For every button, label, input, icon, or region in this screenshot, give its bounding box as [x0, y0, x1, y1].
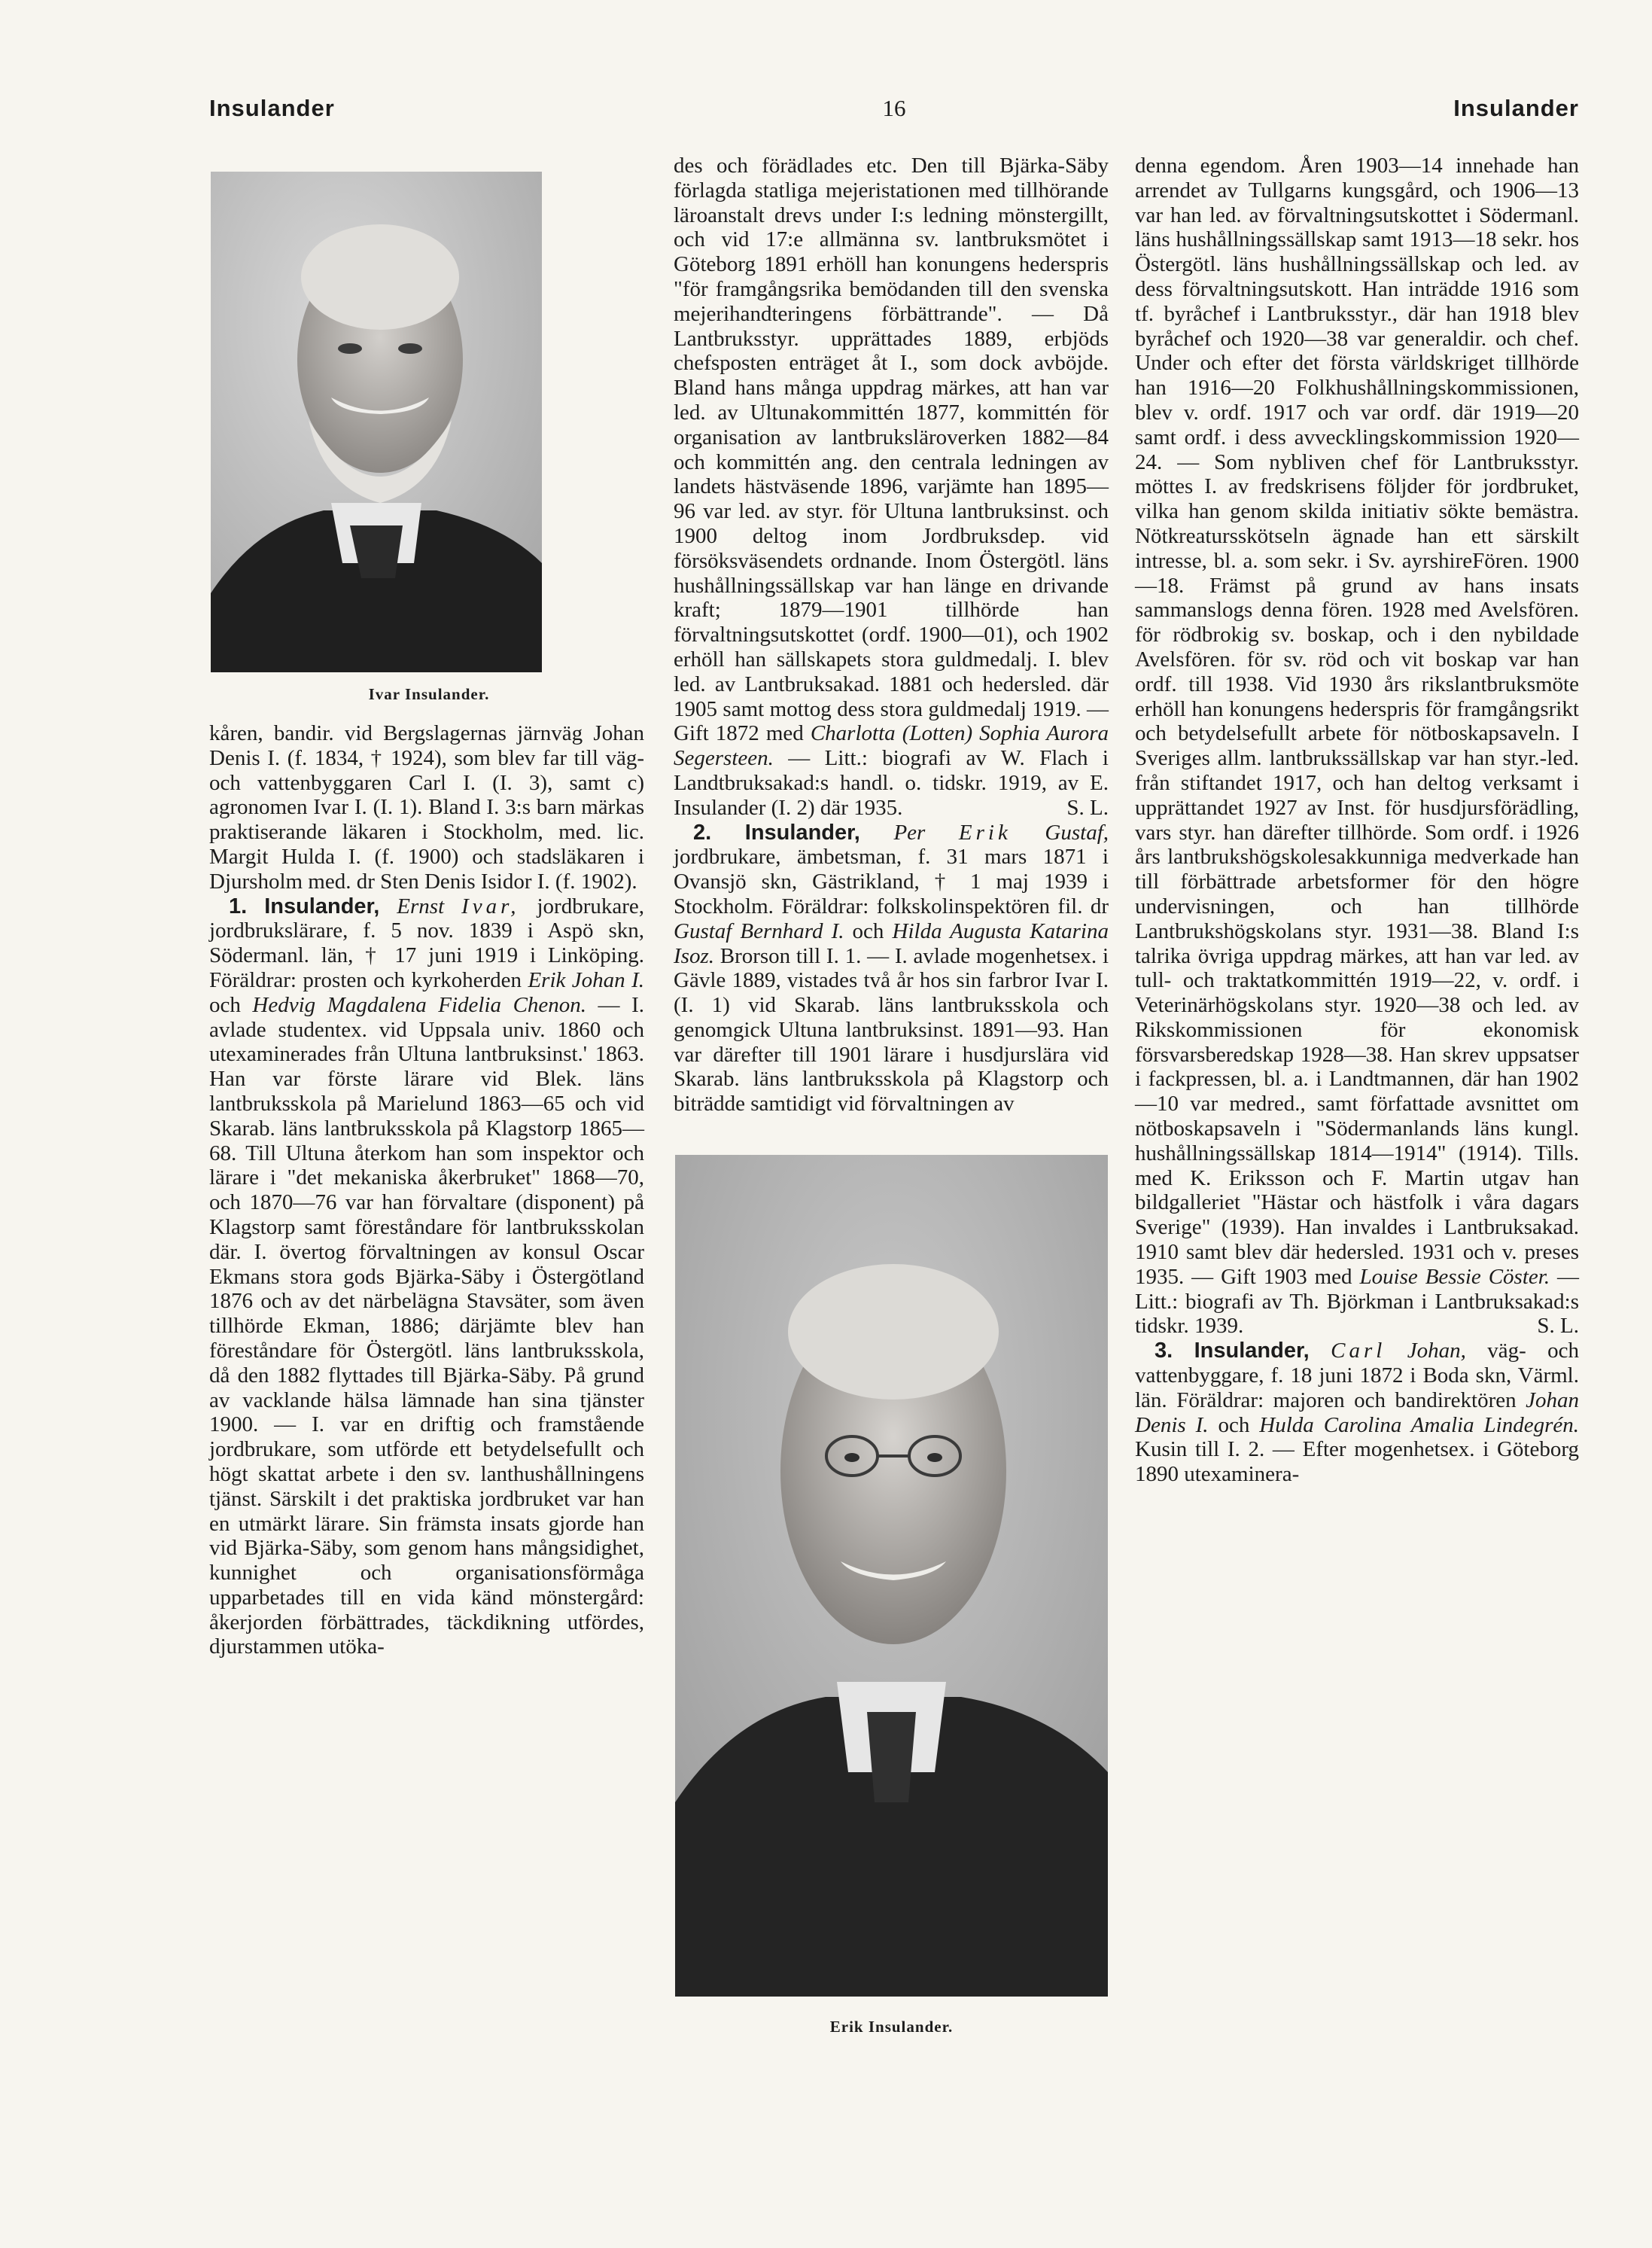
entry-3-text-b: och: [1208, 1412, 1260, 1437]
entry-2-surname: Insulander,: [744, 820, 860, 845]
entry-1-surname: Insulander,: [264, 894, 380, 918]
col2-text-b: — Litt.: biografi av W. Flach i Landtbruksakad:s handl. o. tidskr. 1919, av E. Insulander (I. 2) där 1935.: [674, 746, 1109, 820]
entry-1-spouse: Charlotta (Lotten) Sophia Aurora Segersteen.: [674, 721, 1109, 771]
signature-1: S. L.: [1066, 795, 1109, 820]
col3-text-b: — Litt.: biografi av Th. Björkman i Lantbruksakad:s tidskr. 1939.: [1135, 1264, 1580, 1339]
entry-1-father: Erik Johan I.: [528, 967, 644, 992]
entry-1-given-first: Ernst: [397, 894, 445, 918]
header-right-name: Insulander: [1453, 95, 1579, 121]
entry-2-given-first: Per: [893, 820, 926, 845]
entry-1-continuation: [674, 154, 1109, 821]
entry-1-mother: Hedvig Magdalena Fidelia Chenon.: [252, 992, 587, 1017]
entry-2-spouse: Louise Bessie Cöster.: [1359, 1264, 1550, 1289]
entry-2-continuation: [1135, 154, 1579, 1339]
col2-text-a: des och förädlades etc. Den till Bjärka-Säby förlagda statliga mejeristationen med tillhörande läroanstalt drevs under I:s ledning mönstergillt, och vid 17:e allmänna sv. lantbruksmötet i Göteborg 1891 erhöll han konungens hederspris "för framgångsrika bemödanden till den svenska mejerihandteringens förbättrande". — Då Lantbruksstyr. upprättades 1889, erbjöds chefsposten enträget åt I., som dock avböjde. Bland hans många uppdrag märkes, att han var led. av Ultunakommittén 1877, kommittén för organisation av lantbruksläroverken 1882—84 och kommittén ang. den centrala ledningen av landets hästväsende 1896, varjämte han 1895—96 var led. av styr. för Ultuna lantbruksinst. och 1900 deltog inom Jordbruksdep. vid försöksväsendets ordnande. Inom Östergötl. läns hushållningssällskap var han länge en drivande kraft; 1879—1901 tillhörde han förvaltningsutskottet (ordf. 1900—01), och 1902 erhöll han sällskapets stora guldmedalj. I. blev led. av Lantbruksakad. 1881 och hedersled. där 1905 samt mottog dess stora guldmedalj 1919. — Gift 1872 med: [674, 154, 1109, 746]
intro-paragraph: kåren, bandir. vid Bergslagernas järnväg Johan Denis I. (f. 1834, † 1924), som blev far till väg- och vattenbyggaren Carl I. (I. 3), samt c) agronomen Ivar I. (I. 1). Bland I. 3:s barn märkas praktiserande läkaren i Stockholm, med. lic. Margit Hulda I. (f. 1900) och stadsläkaren i Djursholm med. dr Sten Denis Isidor I. (f. 1902).: [209, 721, 644, 894]
entry-2-erik: [674, 821, 1109, 1117]
running-header: [209, 95, 1579, 133]
entry-1-text-a: jordbrukare, jordbrukslärare, f. 5 nov. 1839 i Aspö skn, Södermanl. län, † 17 juni 1919 i Linköping. Föräldrar: prosten och kyrkoherden: [209, 894, 645, 992]
entry-3-father: Johan Denis I.: [1135, 1387, 1579, 1437]
portrait-erik-image: [675, 1155, 1108, 1997]
entry-1-text-b: och: [209, 992, 253, 1017]
entry-2-given-last: Gustaf,: [1045, 820, 1109, 845]
entry-1-text-c: — I. avlade studentex. vid Uppsala univ. 1860 och utexaminerades från Ultuna lantbruksinst.' 1863. Han var förste lärare vid Blek. läns lantbruksskola på Marielund 1863—65 och vid Skarab. läns lantbruksskola på Klagstorp 1865—68. Till Ultuna återkom han som inspektor och lärare i "det mekaniska åkerbruket" 1868—70, och 1870—76 var han förvaltare (disponent) på Klagstorp samt föreståndare för lantbruksskolan där. I. övertog förvaltningen av konsul Oscar Ekmans stora gods Bjärka-Säby i Östergötland 1876 och av det närbelägna Stavsäter, som även tillhörde Ekman, 1886; därjämte blev han föreståndare för Östergötl. läns lantbruksskola, då den 1882 flyttades till Bjärka-Säby. På grund av vacklande hälsa lämnade han sina tjänster 1900. — I. var en driftig och framstående jordbrukare, som utförde ett betydelsefullt och högt skattat arbete i den sv. lanthushållningens tjänst. Särskilt i det praktiska jordbruket var han en utmärkt lärare. Sin främsta insats gjorde han vid Bjärka-Säby, som genom hans mångsidighet, kunnighet och organisationsförmåga upparbetades till en vida känd mönstergård: åkerjorden förbättrades, täckdikning utfördes, djurstammen utöka-: [209, 992, 644, 1659]
entry-1-ivar: [209, 894, 644, 1660]
portrait-ivar-image: [211, 172, 542, 672]
entry-3-given-call: Carl: [1331, 1339, 1386, 1363]
text-column-1: [209, 721, 644, 1659]
entry-3-number: 3.: [1155, 1339, 1173, 1363]
entry-3-carl: [1135, 1339, 1579, 1487]
entry-2-text-b: och: [844, 918, 893, 943]
header-left-name: Insulander: [209, 95, 335, 121]
entry-2-number: 2.: [693, 820, 712, 845]
entry-3-text-c: Kusin till I. 2. — Efter mogenhetsex. i Göteborg 1890 utexaminera-: [1135, 1437, 1579, 1487]
caption-ivar: Ivar Insulander.: [368, 685, 490, 703]
portrait-photo-erik: [675, 1155, 1108, 1997]
entry-2-father: Gustaf Bernhard I.: [674, 918, 844, 943]
caption-erik: Erik Insulander.: [829, 2018, 954, 2036]
entry-1-number: 1.: [229, 894, 248, 918]
text-column-2: [674, 154, 1109, 1116]
entry-2-text-a: jordbrukare, ämbetsman, f. 31 mars 1871 i Ovansjö skn, Gästrikland, † 1 maj 1939 i Stockholm. Föräldrar: folkskolinspektören fil. dr: [674, 845, 1109, 918]
entry-1-given-call: Ivar,: [461, 894, 520, 918]
col3-text-a: denna egendom. Åren 1903—14 innehade han arrendet av Tullgarns kungsgård, och 1906—13 var han led. av förvaltningsutskottet i Södermanl. läns hushållningssällskap samt 1913—18 sekr. hos Östergötl. läns hushållningssällskap och led. av dess förvaltningsutskott. Han inträdde 1916 som tf. byråchef i Lantbruksstyr., där han 1918 blev byråchef och 1920—38 var generaldir. och chef. Under och efter det första världskriget tillhörde han 1916—20 Folkhushållningskommissionen, blev v. ordf. 1917 och var ordf. där 1919—20 samt ordf. i dess avvecklingskommission 1920—24. — Som nybliven chef för Lantbruksstyr. möttes I. av fredskrisens följder för jordbruket, vilka han genom skilda initiativ sökte bemästra. Nötkreatursskötseln ägnade han ett särskilt intresse, bl. a. som sekr. i Sv. ayrshireFören. 1900—18. Främst på grund av hans insats sammanslogs denna fören. 1928 med Avelsfören. för rödbrokig sv. boskap, och i den nybildade Avelsfören. för sv. röd och vit boskap var han ordf. till 1938. Vid 1930 års rikslantbruksmöte erhöll han konungens hederspris för framgångsrikt och betydelsefullt arbete för nötboskapsaveln. I Sveriges allm. lantbrukssällskap var han styr.-led. från stiftandet 1917, och han deltog verksamt i upprättandet 1927 av Inst. för husdjursförädling, vars styr. han därefter tillhörde. Som ordf. i 1926 års lantbrukshögskolesakkunniga medverkade han till förbättrade arbetsformer för den högre undervisningen, och han tillhörde Lantbrukshögskolans styr. 1931—38. Bland I:s talrika övriga uppdrag märkes, att han var led. av tull- och traktatkommittén 1919—22, v. ordf. i Veterinärhögskolans styr. 1920—38 och led. av Rikskommissionen för ekonomisk försvarsberedskap 1928—38. Han skrev uppsatser i fackpressen, bl. a. i Landtmannen, där han 1902—10 var medred., samt författade avsnittet om nötboskapsaveln i "Södermanlands läns kungl. hushållningssällskap 1814—1914" (1914). Tills. med K. Eriksson och F. Martin utgav han bildgalleriet "Hästar och hästfolk i våra dagars Sverige" (1939). Han invaldes i Lantbruksakad. 1910 samt blev där hedersled. 1931 och v. preses 1935. — Gift 1903 med: [1135, 154, 1579, 1289]
page-number: 16: [882, 95, 906, 121]
text-column-3: [1135, 154, 1579, 1487]
entry-2-text-c: Brorson till I. 1. — I. avlade mogenhetsex. i Gävle 1889, vistades två år hos sin farbror Ivar I. (I. 1) vid Skarab. läns lantbruksskola och genomgick Ultuna lantbruksinst. 1891—93. Han var därefter till 1901 lärare i husdjurslära vid Skarab. läns lantbruksskola på Klagstorp och biträdde samtidigt vid förvaltningen av: [674, 943, 1109, 1116]
entry-3-given-last: Johan,: [1407, 1339, 1466, 1363]
entry-2-given-call: Erik: [958, 820, 1012, 845]
signature-2: S. L.: [1537, 1314, 1579, 1339]
entry-3-text-a: väg- och vattenbyggare, f. 18 juni 1872 i Boda skn, Värml. län. Föräldrar: majoren och bandirektören: [1135, 1339, 1580, 1412]
entry-3-surname: Insulander,: [1194, 1339, 1310, 1363]
entry-2-mother: Hilda Augusta Katarina Isoz.: [674, 918, 1109, 968]
portrait-photo-ivar: [211, 172, 542, 672]
entry-3-mother: Hulda Carolina Amalia Lindegrén.: [1259, 1412, 1579, 1437]
